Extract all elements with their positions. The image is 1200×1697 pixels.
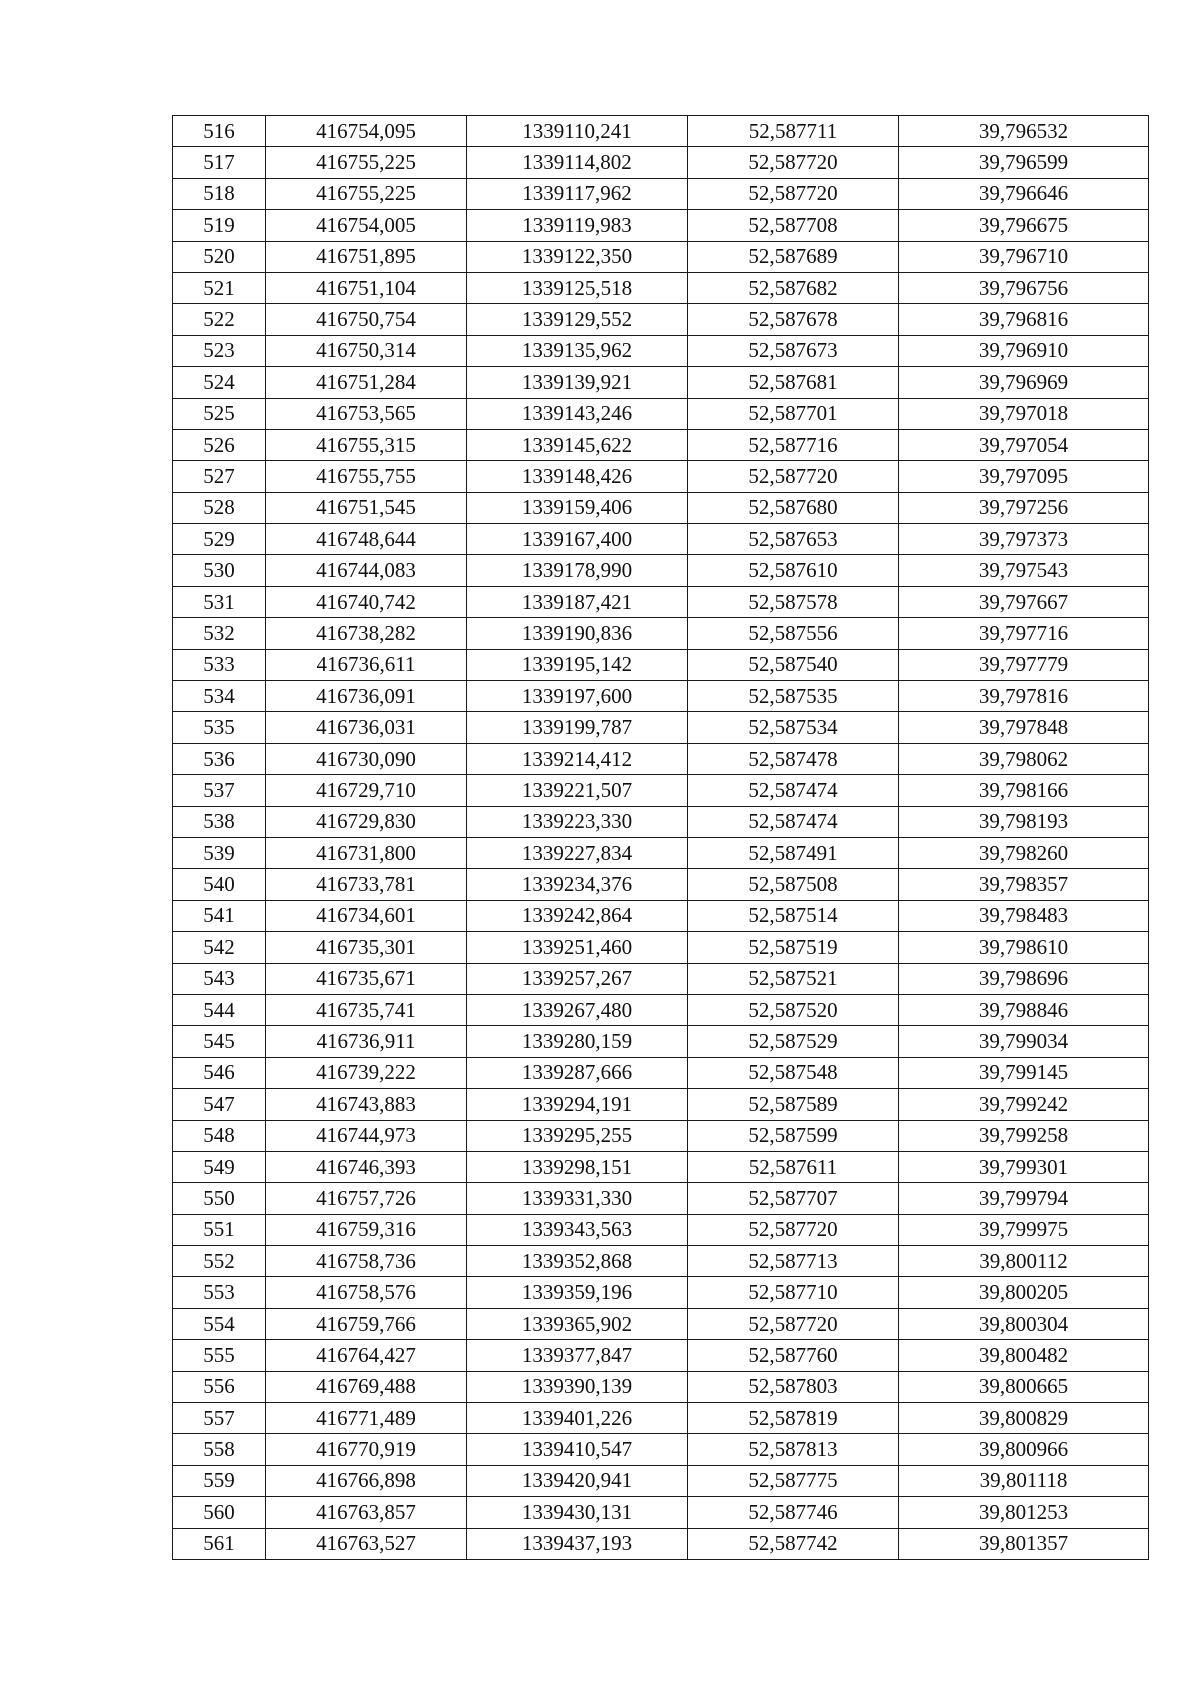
longitude-cell: 39,801253 (899, 1497, 1149, 1528)
x-coordinate-cell: 416751,895 (266, 241, 467, 272)
y-coordinate-cell: 1339257,267 (467, 963, 688, 994)
point-number-cell: 546 (173, 1057, 266, 1088)
table-row (173, 1026, 1149, 1057)
x-coordinate-cell: 416736,091 (266, 681, 467, 712)
latitude-cell: 52,587508 (688, 869, 899, 900)
y-coordinate-cell: 1339114,802 (467, 147, 688, 178)
latitude-cell: 52,587653 (688, 524, 899, 555)
point-number-cell: 550 (173, 1183, 266, 1214)
y-coordinate-cell: 1339287,666 (467, 1057, 688, 1088)
y-coordinate-cell: 1339214,412 (467, 743, 688, 774)
y-coordinate-cell: 1339148,426 (467, 461, 688, 492)
coordinates-table-body (173, 116, 1149, 1560)
longitude-cell: 39,799034 (899, 1026, 1149, 1057)
latitude-cell: 52,587707 (688, 1183, 899, 1214)
latitude-cell: 52,587803 (688, 1371, 899, 1402)
table-row (173, 1465, 1149, 1496)
latitude-cell: 52,587701 (688, 398, 899, 429)
longitude-cell: 39,798260 (899, 837, 1149, 868)
table-row (173, 775, 1149, 806)
x-coordinate-cell: 416769,488 (266, 1371, 467, 1402)
point-number-cell: 525 (173, 398, 266, 429)
point-number-cell: 548 (173, 1120, 266, 1151)
point-number-cell: 521 (173, 272, 266, 303)
longitude-cell: 39,798357 (899, 869, 1149, 900)
table-row (173, 649, 1149, 680)
point-number-cell: 517 (173, 147, 266, 178)
x-coordinate-cell: 416736,911 (266, 1026, 467, 1057)
point-number-cell: 540 (173, 869, 266, 900)
x-coordinate-cell: 416731,800 (266, 837, 467, 868)
longitude-cell: 39,799145 (899, 1057, 1149, 1088)
point-number-cell: 561 (173, 1528, 266, 1559)
latitude-cell: 52,587775 (688, 1465, 899, 1496)
x-coordinate-cell: 416746,393 (266, 1151, 467, 1182)
table-row (173, 963, 1149, 994)
longitude-cell: 39,800665 (899, 1371, 1149, 1402)
y-coordinate-cell: 1339267,480 (467, 994, 688, 1025)
x-coordinate-cell: 416758,736 (266, 1246, 467, 1277)
table-row (173, 1214, 1149, 1245)
table-row (173, 116, 1149, 147)
x-coordinate-cell: 416751,284 (266, 367, 467, 398)
y-coordinate-cell: 1339331,330 (467, 1183, 688, 1214)
table-row (173, 806, 1149, 837)
point-number-cell: 545 (173, 1026, 266, 1057)
y-coordinate-cell: 1339390,139 (467, 1371, 688, 1402)
table-row (173, 1308, 1149, 1339)
latitude-cell: 52,587819 (688, 1403, 899, 1434)
longitude-cell: 39,797716 (899, 618, 1149, 649)
longitude-cell: 39,798696 (899, 963, 1149, 994)
table-row (173, 429, 1149, 460)
latitude-cell: 52,587519 (688, 932, 899, 963)
y-coordinate-cell: 1339110,241 (467, 116, 688, 147)
point-number-cell: 555 (173, 1340, 266, 1371)
x-coordinate-cell: 416770,919 (266, 1434, 467, 1465)
table-row (173, 210, 1149, 241)
y-coordinate-cell: 1339119,983 (467, 210, 688, 241)
table-row (173, 524, 1149, 555)
y-coordinate-cell: 1339420,941 (467, 1465, 688, 1496)
latitude-cell: 52,587673 (688, 335, 899, 366)
x-coordinate-cell: 416753,565 (266, 398, 467, 429)
latitude-cell: 52,587746 (688, 1497, 899, 1528)
table-row (173, 869, 1149, 900)
x-coordinate-cell: 416755,225 (266, 178, 467, 209)
longitude-cell: 39,800482 (899, 1340, 1149, 1371)
point-number-cell: 542 (173, 932, 266, 963)
x-coordinate-cell: 416750,754 (266, 304, 467, 335)
point-number-cell: 536 (173, 743, 266, 774)
longitude-cell: 39,797816 (899, 681, 1149, 712)
x-coordinate-cell: 416729,710 (266, 775, 467, 806)
longitude-cell: 39,801357 (899, 1528, 1149, 1559)
table-row (173, 1120, 1149, 1151)
x-coordinate-cell: 416740,742 (266, 586, 467, 617)
y-coordinate-cell: 1339298,151 (467, 1151, 688, 1182)
latitude-cell: 52,587491 (688, 837, 899, 868)
x-coordinate-cell: 416771,489 (266, 1403, 467, 1434)
table-row (173, 681, 1149, 712)
y-coordinate-cell: 1339159,406 (467, 492, 688, 523)
longitude-cell: 39,799258 (899, 1120, 1149, 1151)
longitude-cell: 39,799975 (899, 1214, 1149, 1245)
longitude-cell: 39,798062 (899, 743, 1149, 774)
latitude-cell: 52,587514 (688, 900, 899, 931)
table-row (173, 712, 1149, 743)
longitude-cell: 39,797373 (899, 524, 1149, 555)
y-coordinate-cell: 1339129,552 (467, 304, 688, 335)
x-coordinate-cell: 416735,671 (266, 963, 467, 994)
point-number-cell: 518 (173, 178, 266, 209)
x-coordinate-cell: 416763,857 (266, 1497, 467, 1528)
x-coordinate-cell: 416758,576 (266, 1277, 467, 1308)
latitude-cell: 52,587713 (688, 1246, 899, 1277)
y-coordinate-cell: 1339145,622 (467, 429, 688, 460)
latitude-cell: 52,587534 (688, 712, 899, 743)
latitude-cell: 52,587599 (688, 1120, 899, 1151)
point-number-cell: 556 (173, 1371, 266, 1402)
latitude-cell: 52,587720 (688, 461, 899, 492)
latitude-cell: 52,587611 (688, 1151, 899, 1182)
latitude-cell: 52,587720 (688, 1308, 899, 1339)
y-coordinate-cell: 1339221,507 (467, 775, 688, 806)
point-number-cell: 539 (173, 837, 266, 868)
x-coordinate-cell: 416736,611 (266, 649, 467, 680)
longitude-cell: 39,796675 (899, 210, 1149, 241)
x-coordinate-cell: 416757,726 (266, 1183, 467, 1214)
x-coordinate-cell: 416755,225 (266, 147, 467, 178)
x-coordinate-cell: 416763,527 (266, 1528, 467, 1559)
table-row (173, 335, 1149, 366)
y-coordinate-cell: 1339195,142 (467, 649, 688, 680)
longitude-cell: 39,798846 (899, 994, 1149, 1025)
point-number-cell: 533 (173, 649, 266, 680)
y-coordinate-cell: 1339197,600 (467, 681, 688, 712)
point-number-cell: 559 (173, 1465, 266, 1496)
x-coordinate-cell: 416739,222 (266, 1057, 467, 1088)
table-row (173, 1497, 1149, 1528)
point-number-cell: 543 (173, 963, 266, 994)
y-coordinate-cell: 1339401,226 (467, 1403, 688, 1434)
y-coordinate-cell: 1339190,836 (467, 618, 688, 649)
point-number-cell: 520 (173, 241, 266, 272)
y-coordinate-cell: 1339377,847 (467, 1340, 688, 1371)
latitude-cell: 52,587711 (688, 116, 899, 147)
latitude-cell: 52,587529 (688, 1026, 899, 1057)
latitude-cell: 52,587478 (688, 743, 899, 774)
point-number-cell: 560 (173, 1497, 266, 1528)
longitude-cell: 39,796532 (899, 116, 1149, 147)
longitude-cell: 39,796710 (899, 241, 1149, 272)
point-number-cell: 538 (173, 806, 266, 837)
latitude-cell: 52,587610 (688, 555, 899, 586)
longitude-cell: 39,800304 (899, 1308, 1149, 1339)
longitude-cell: 39,801118 (899, 1465, 1149, 1496)
latitude-cell: 52,587708 (688, 210, 899, 241)
x-coordinate-cell: 416730,090 (266, 743, 467, 774)
table-row (173, 586, 1149, 617)
x-coordinate-cell: 416751,104 (266, 272, 467, 303)
latitude-cell: 52,587682 (688, 272, 899, 303)
longitude-cell: 39,797667 (899, 586, 1149, 617)
y-coordinate-cell: 1339294,191 (467, 1089, 688, 1120)
table-row (173, 1246, 1149, 1277)
x-coordinate-cell: 416751,545 (266, 492, 467, 523)
latitude-cell: 52,587589 (688, 1089, 899, 1120)
x-coordinate-cell: 416735,741 (266, 994, 467, 1025)
table-row (173, 367, 1149, 398)
point-number-cell: 522 (173, 304, 266, 335)
longitude-cell: 39,796910 (899, 335, 1149, 366)
table-row (173, 743, 1149, 774)
longitude-cell: 39,800205 (899, 1277, 1149, 1308)
point-number-cell: 534 (173, 681, 266, 712)
x-coordinate-cell: 416764,427 (266, 1340, 467, 1371)
table-row (173, 1371, 1149, 1402)
latitude-cell: 52,587520 (688, 994, 899, 1025)
x-coordinate-cell: 416743,883 (266, 1089, 467, 1120)
longitude-cell: 39,799301 (899, 1151, 1149, 1182)
longitude-cell: 39,796816 (899, 304, 1149, 335)
y-coordinate-cell: 1339227,834 (467, 837, 688, 868)
longitude-cell: 39,798193 (899, 806, 1149, 837)
table-row (173, 1183, 1149, 1214)
x-coordinate-cell: 416738,282 (266, 618, 467, 649)
point-number-cell: 554 (173, 1308, 266, 1339)
y-coordinate-cell: 1339430,131 (467, 1497, 688, 1528)
x-coordinate-cell: 416744,083 (266, 555, 467, 586)
point-number-cell: 531 (173, 586, 266, 617)
y-coordinate-cell: 1339125,518 (467, 272, 688, 303)
latitude-cell: 52,587716 (688, 429, 899, 460)
point-number-cell: 541 (173, 900, 266, 931)
table-row (173, 492, 1149, 523)
latitude-cell: 52,587548 (688, 1057, 899, 1088)
x-coordinate-cell: 416759,766 (266, 1308, 467, 1339)
x-coordinate-cell: 416766,898 (266, 1465, 467, 1496)
y-coordinate-cell: 1339117,962 (467, 178, 688, 209)
x-coordinate-cell: 416736,031 (266, 712, 467, 743)
coordinates-table (172, 115, 1149, 1560)
x-coordinate-cell: 416734,601 (266, 900, 467, 931)
table-row (173, 1434, 1149, 1465)
latitude-cell: 52,587760 (688, 1340, 899, 1371)
y-coordinate-cell: 1339139,921 (467, 367, 688, 398)
x-coordinate-cell: 416735,301 (266, 932, 467, 963)
latitude-cell: 52,587535 (688, 681, 899, 712)
latitude-cell: 52,587474 (688, 775, 899, 806)
point-number-cell: 527 (173, 461, 266, 492)
longitude-cell: 39,800112 (899, 1246, 1149, 1277)
x-coordinate-cell: 416733,781 (266, 869, 467, 900)
latitude-cell: 52,587813 (688, 1434, 899, 1465)
longitude-cell: 39,797018 (899, 398, 1149, 429)
table-row (173, 1403, 1149, 1434)
latitude-cell: 52,587742 (688, 1528, 899, 1559)
y-coordinate-cell: 1339135,962 (467, 335, 688, 366)
point-number-cell: 552 (173, 1246, 266, 1277)
table-row (173, 1528, 1149, 1559)
longitude-cell: 39,799794 (899, 1183, 1149, 1214)
longitude-cell: 39,797256 (899, 492, 1149, 523)
x-coordinate-cell: 416729,830 (266, 806, 467, 837)
y-coordinate-cell: 1339343,563 (467, 1214, 688, 1245)
x-coordinate-cell: 416755,315 (266, 429, 467, 460)
y-coordinate-cell: 1339223,330 (467, 806, 688, 837)
y-coordinate-cell: 1339365,902 (467, 1308, 688, 1339)
y-coordinate-cell: 1339178,990 (467, 555, 688, 586)
point-number-cell: 549 (173, 1151, 266, 1182)
point-number-cell: 526 (173, 429, 266, 460)
x-coordinate-cell: 416754,095 (266, 116, 467, 147)
latitude-cell: 52,587578 (688, 586, 899, 617)
longitude-cell: 39,796756 (899, 272, 1149, 303)
table-row (173, 1340, 1149, 1371)
point-number-cell: 547 (173, 1089, 266, 1120)
latitude-cell: 52,587720 (688, 147, 899, 178)
table-row (173, 304, 1149, 335)
point-number-cell: 519 (173, 210, 266, 241)
latitude-cell: 52,587680 (688, 492, 899, 523)
longitude-cell: 39,797543 (899, 555, 1149, 586)
longitude-cell: 39,799242 (899, 1089, 1149, 1120)
y-coordinate-cell: 1339122,350 (467, 241, 688, 272)
longitude-cell: 39,798610 (899, 932, 1149, 963)
point-number-cell: 523 (173, 335, 266, 366)
table-row (173, 241, 1149, 272)
table-row (173, 272, 1149, 303)
point-number-cell: 544 (173, 994, 266, 1025)
point-number-cell: 528 (173, 492, 266, 523)
y-coordinate-cell: 1339437,193 (467, 1528, 688, 1559)
table-row (173, 178, 1149, 209)
x-coordinate-cell: 416750,314 (266, 335, 467, 366)
table-row (173, 932, 1149, 963)
longitude-cell: 39,796646 (899, 178, 1149, 209)
point-number-cell: 551 (173, 1214, 266, 1245)
point-number-cell: 553 (173, 1277, 266, 1308)
latitude-cell: 52,587556 (688, 618, 899, 649)
table-row (173, 1277, 1149, 1308)
table-row (173, 1151, 1149, 1182)
point-number-cell: 530 (173, 555, 266, 586)
table-row (173, 994, 1149, 1025)
x-coordinate-cell: 416755,755 (266, 461, 467, 492)
longitude-cell: 39,796599 (899, 147, 1149, 178)
table-row (173, 837, 1149, 868)
latitude-cell: 52,587540 (688, 649, 899, 680)
latitude-cell: 52,587474 (688, 806, 899, 837)
table-row (173, 555, 1149, 586)
point-number-cell: 558 (173, 1434, 266, 1465)
y-coordinate-cell: 1339167,400 (467, 524, 688, 555)
longitude-cell: 39,800829 (899, 1403, 1149, 1434)
point-number-cell: 535 (173, 712, 266, 743)
y-coordinate-cell: 1339295,255 (467, 1120, 688, 1151)
y-coordinate-cell: 1339352,868 (467, 1246, 688, 1277)
latitude-cell: 52,587681 (688, 367, 899, 398)
y-coordinate-cell: 1339143,246 (467, 398, 688, 429)
longitude-cell: 39,798166 (899, 775, 1149, 806)
y-coordinate-cell: 1339280,159 (467, 1026, 688, 1057)
latitude-cell: 52,587720 (688, 1214, 899, 1245)
x-coordinate-cell: 416759,316 (266, 1214, 467, 1245)
point-number-cell: 557 (173, 1403, 266, 1434)
longitude-cell: 39,797054 (899, 429, 1149, 460)
longitude-cell: 39,800966 (899, 1434, 1149, 1465)
latitude-cell: 52,587689 (688, 241, 899, 272)
table-row (173, 147, 1149, 178)
table-row (173, 1057, 1149, 1088)
point-number-cell: 532 (173, 618, 266, 649)
y-coordinate-cell: 1339251,460 (467, 932, 688, 963)
y-coordinate-cell: 1339199,787 (467, 712, 688, 743)
y-coordinate-cell: 1339187,421 (467, 586, 688, 617)
x-coordinate-cell: 416754,005 (266, 210, 467, 241)
x-coordinate-cell: 416744,973 (266, 1120, 467, 1151)
latitude-cell: 52,587678 (688, 304, 899, 335)
longitude-cell: 39,797095 (899, 461, 1149, 492)
longitude-cell: 39,796969 (899, 367, 1149, 398)
longitude-cell: 39,797848 (899, 712, 1149, 743)
y-coordinate-cell: 1339410,547 (467, 1434, 688, 1465)
longitude-cell: 39,797779 (899, 649, 1149, 680)
latitude-cell: 52,587521 (688, 963, 899, 994)
longitude-cell: 39,798483 (899, 900, 1149, 931)
x-coordinate-cell: 416748,644 (266, 524, 467, 555)
latitude-cell: 52,587710 (688, 1277, 899, 1308)
point-number-cell: 524 (173, 367, 266, 398)
table-row (173, 618, 1149, 649)
y-coordinate-cell: 1339359,196 (467, 1277, 688, 1308)
table-row (173, 398, 1149, 429)
point-number-cell: 529 (173, 524, 266, 555)
table-row (173, 900, 1149, 931)
latitude-cell: 52,587720 (688, 178, 899, 209)
point-number-cell: 537 (173, 775, 266, 806)
y-coordinate-cell: 1339242,864 (467, 900, 688, 931)
y-coordinate-cell: 1339234,376 (467, 869, 688, 900)
table-row (173, 1089, 1149, 1120)
table-row (173, 461, 1149, 492)
point-number-cell: 516 (173, 116, 266, 147)
